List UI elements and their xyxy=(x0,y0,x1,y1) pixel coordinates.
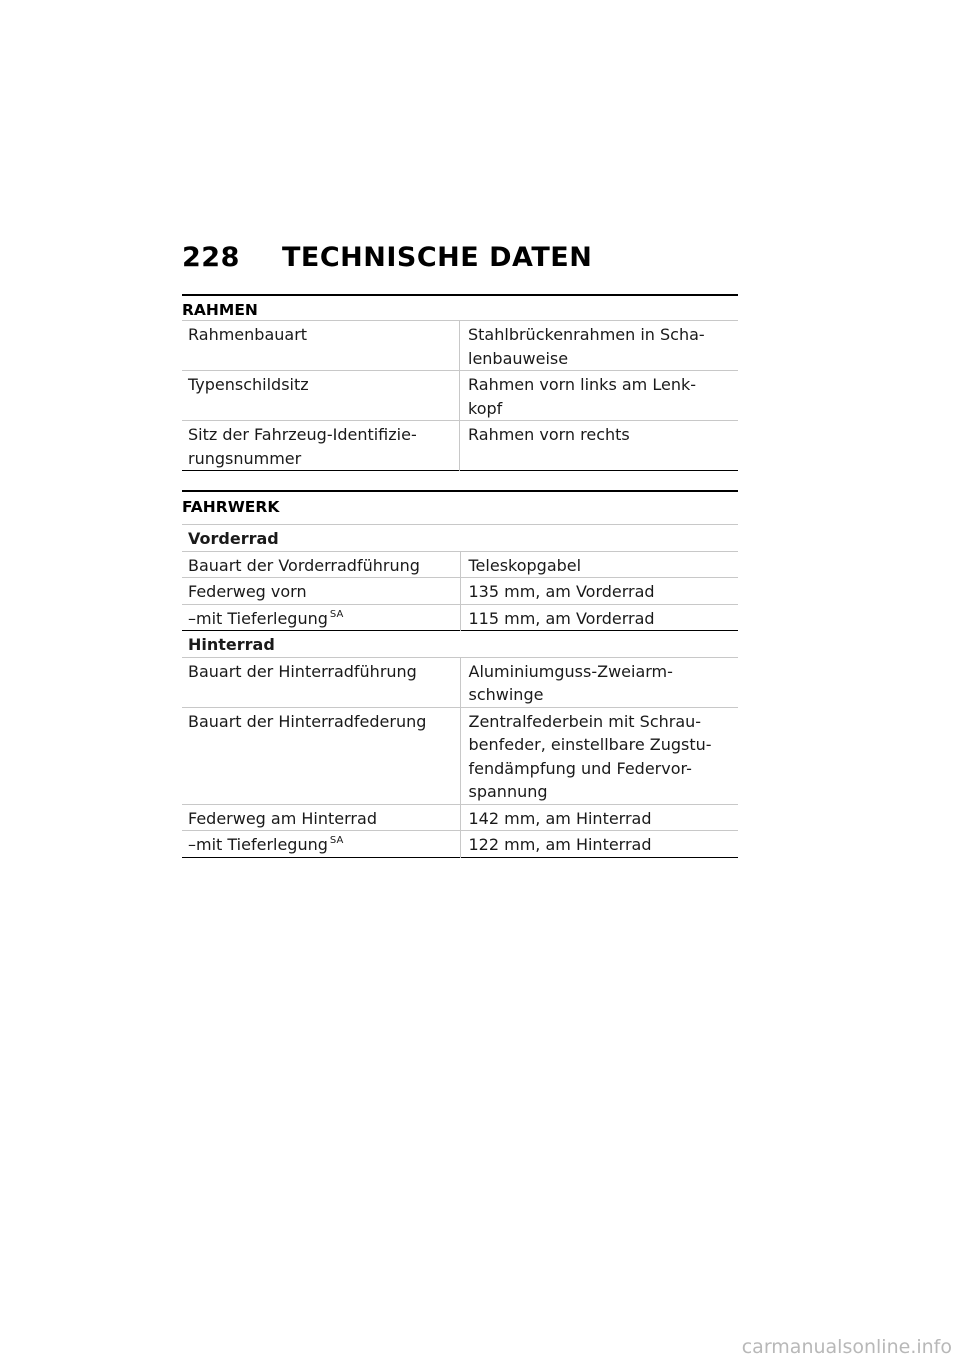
table-row xyxy=(182,321,738,371)
page-title: TECHNISCHE DATEN xyxy=(282,242,593,273)
row-label: Federweg vorn xyxy=(182,578,460,605)
row-label xyxy=(182,831,460,858)
row-value: Aluminiumguss-Zweiarm- schwinge xyxy=(460,657,738,707)
section-fahrwerk xyxy=(182,490,738,858)
subheading-row xyxy=(182,525,738,552)
row-value: Rahmen vorn links am Lenk- kopf xyxy=(460,371,739,421)
row-label: Sitz der Fahrzeug-Identifizie- rungsnummer xyxy=(182,421,460,471)
row-value: Zentralfederbein mit Schrau- benfeder, einstellbare Zugstu- fendämpfung und Federvor- spannung xyxy=(460,707,738,804)
row-label: Bauart der Vorderradführung xyxy=(182,551,460,578)
row-value: 122 mm, am Hinterrad xyxy=(460,831,738,858)
row-value: 135 mm, am Vorderrad xyxy=(460,578,738,605)
sa-marker: SA xyxy=(329,608,344,620)
watermark[interactable]: carmanualsonline.info xyxy=(741,1336,952,1358)
row-value: 142 mm, am Hinterrad xyxy=(460,804,738,831)
section-title-fahrwerk: FAHRWERK xyxy=(182,490,738,524)
table-row xyxy=(182,371,738,421)
row-label: Typenschildsitz xyxy=(182,371,460,421)
row-label-text: –mit Tieferlegung xyxy=(188,835,328,854)
subheading-vorderrad: Vorderrad xyxy=(182,525,738,552)
row-label-text: –mit Tieferlegung xyxy=(188,608,328,628)
rahmen-table xyxy=(182,320,738,471)
row-value: Stahlbrückenrahmen in Scha- lenbauweise xyxy=(460,321,739,371)
fahrwerk-table xyxy=(182,524,738,858)
section-rahmen xyxy=(182,294,738,471)
row-label: Bauart der Hinterradführung xyxy=(182,657,460,707)
table-row xyxy=(182,421,738,471)
row-value: Rahmen vorn rechts xyxy=(460,421,739,471)
page-number: 228 xyxy=(182,242,240,273)
row-value: 115 mm, am Vorderrad xyxy=(460,604,738,631)
row-label xyxy=(182,604,460,631)
table-row xyxy=(182,831,738,858)
table-row xyxy=(182,551,738,578)
page-header xyxy=(182,242,738,273)
row-label: Rahmenbauart xyxy=(182,321,460,371)
sa-marker: SA xyxy=(329,835,344,846)
section-title-rahmen: RAHMEN xyxy=(182,294,738,320)
row-value: Teleskopgabel xyxy=(460,551,738,578)
subheading-row xyxy=(182,631,738,658)
row-label: Bauart der Hinterradfederung xyxy=(182,707,460,804)
table-row xyxy=(182,707,738,804)
subheading-hinterrad: Hinterrad xyxy=(182,631,738,658)
table-row xyxy=(182,804,738,831)
table-row xyxy=(182,578,738,605)
table-row xyxy=(182,604,738,631)
table-row xyxy=(182,657,738,707)
row-label: Federweg am Hinterrad xyxy=(182,804,460,831)
